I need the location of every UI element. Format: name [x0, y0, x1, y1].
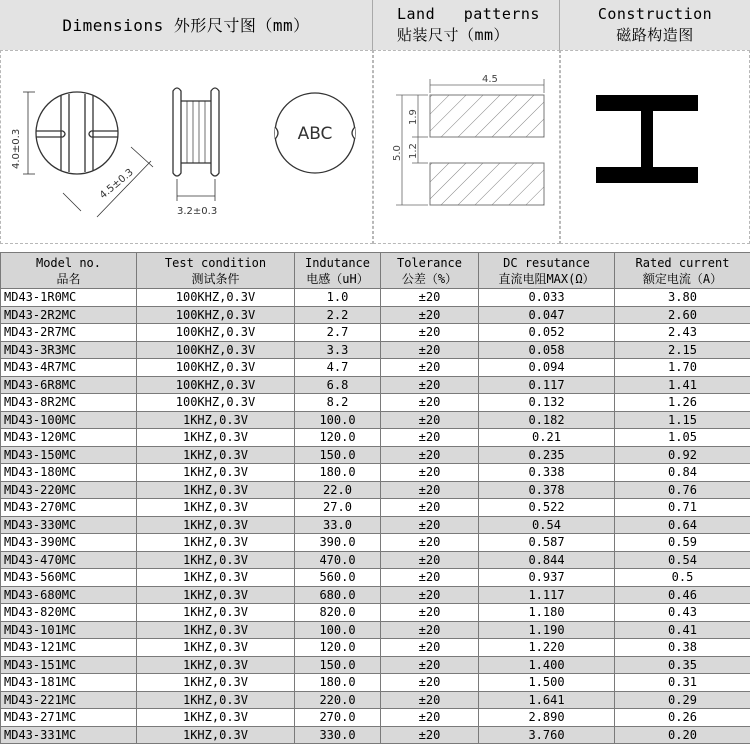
dc-resistance-cell: 1.641 — [479, 691, 615, 709]
inductance-cell: 22.0 — [295, 481, 381, 499]
dc-resistance-cell: 0.54 — [479, 516, 615, 534]
rated-current-cell: 1.15 — [615, 411, 750, 429]
test-condition-cell: 1KHZ,0.3V — [137, 674, 295, 692]
test-condition-cell: 1KHZ,0.3V — [137, 586, 295, 604]
table-row — [1, 446, 750, 464]
model-cell: MD43-220MC — [1, 481, 137, 499]
tolerance-cell: ±20 — [381, 499, 479, 517]
land-pad-top — [430, 95, 544, 137]
model-cell: MD43-100MC — [1, 411, 137, 429]
test-condition-cell: 100KHZ,0.3V — [137, 376, 295, 394]
test-condition-cell: 100KHZ,0.3V — [137, 289, 295, 307]
test-condition-cell: 1KHZ,0.3V — [137, 569, 295, 587]
model-cell: MD43-4R7MC — [1, 359, 137, 377]
test-condition-cell: 100KHZ,0.3V — [137, 341, 295, 359]
inductance-cell: 150.0 — [295, 446, 381, 464]
rated-current-cell: 2.43 — [615, 324, 750, 342]
tolerance-cell: ±20 — [381, 464, 479, 482]
dc-resistance-cell: 1.190 — [479, 621, 615, 639]
tolerance-cell: ±20 — [381, 411, 479, 429]
test-condition-cell: 1KHZ,0.3V — [137, 691, 295, 709]
model-cell: MD43-121MC — [1, 639, 137, 657]
dimensions-panel — [0, 50, 373, 244]
model-cell: MD43-470MC — [1, 551, 137, 569]
tolerance-cell: ±20 — [381, 621, 479, 639]
dc-resistance-cell: 0.117 — [479, 376, 615, 394]
dc-resistance-cell: 0.132 — [479, 394, 615, 412]
dc-resistance-cell: 0.378 — [479, 481, 615, 499]
test-condition-cell: 1KHZ,0.3V — [137, 709, 295, 727]
rated-current-cell: 0.59 — [615, 534, 750, 552]
rated-current-cell: 0.92 — [615, 446, 750, 464]
dc-resistance-cell: 0.094 — [479, 359, 615, 377]
land-pad-bottom — [430, 163, 544, 205]
model-cell: MD43-181MC — [1, 674, 137, 692]
rated-current-cell: 0.46 — [615, 586, 750, 604]
rated-current-cell: 2.60 — [615, 306, 750, 324]
table-body — [1, 289, 750, 744]
test-condition-cell: 1KHZ,0.3V — [137, 604, 295, 622]
model-cell: MD43-390MC — [1, 534, 137, 552]
width-dimension-label: 3.2±0.3 — [177, 206, 218, 217]
rated-current-cell: 0.71 — [615, 499, 750, 517]
rated-current-cell: 0.38 — [615, 639, 750, 657]
rated-current-cell: 3.80 — [615, 289, 750, 307]
construction-title: Construction — [597, 5, 713, 23]
rated-current-cell: 0.31 — [615, 674, 750, 692]
tolerance-cell: ±20 — [381, 551, 479, 569]
table-row — [1, 499, 750, 517]
test-condition-cell: 1KHZ,0.3V — [137, 481, 295, 499]
rated-current-cell: 0.54 — [615, 551, 750, 569]
dimensions-title: Dimensions 外形尺寸图（mm） — [62, 15, 310, 35]
dc-resistance-column-header — [479, 253, 615, 289]
inductance-cell: 220.0 — [295, 691, 381, 709]
tolerance-cell: ±20 — [381, 709, 479, 727]
column-header-cn: 额定电流（A） — [642, 271, 723, 286]
inductance-cell: 180.0 — [295, 674, 381, 692]
test-condition-cell: 1KHZ,0.3V — [137, 726, 295, 744]
inductance-cell: 120.0 — [295, 639, 381, 657]
table-row — [1, 516, 750, 534]
construction-panel — [560, 50, 750, 244]
table-row — [1, 569, 750, 587]
height-dimension-label: 4.0±0.3 — [11, 128, 22, 169]
tolerance-cell: ±20 — [381, 376, 479, 394]
land-pattern-drawing — [374, 51, 559, 243]
inductance-cell: 100.0 — [295, 621, 381, 639]
table-row — [1, 394, 750, 412]
inductance-cell: 33.0 — [295, 516, 381, 534]
rated-current-cell: 2.15 — [615, 341, 750, 359]
tolerance-cell: ±20 — [381, 691, 479, 709]
inductance-cell: 1.0 — [295, 289, 381, 307]
tolerance-cell: ±20 — [381, 639, 479, 657]
rated-current-cell: 0.43 — [615, 604, 750, 622]
rated-current-column-header — [615, 253, 750, 289]
table-row — [1, 674, 750, 692]
table-row — [1, 656, 750, 674]
table-row — [1, 481, 750, 499]
inductance-cell: 560.0 — [295, 569, 381, 587]
dc-resistance-cell: 1.117 — [479, 586, 615, 604]
model-cell: MD43-150MC — [1, 446, 137, 464]
rated-current-cell: 0.76 — [615, 481, 750, 499]
dc-resistance-cell: 0.338 — [479, 464, 615, 482]
column-header-en: DC resutance — [503, 255, 590, 270]
column-header-en: Rated current — [635, 255, 730, 270]
dc-resistance-cell: 0.058 — [479, 341, 615, 359]
column-header-en: Indutance — [304, 255, 371, 270]
dc-resistance-cell: 2.890 — [479, 709, 615, 727]
marking-text: ABC — [297, 124, 333, 144]
model-cell: MD43-3R3MC — [1, 341, 137, 359]
rated-current-cell: 0.20 — [615, 726, 750, 744]
table-row — [1, 551, 750, 569]
test-condition-cell: 1KHZ,0.3V — [137, 534, 295, 552]
inductance-cell: 390.0 — [295, 534, 381, 552]
test-condition-cell: 1KHZ,0.3V — [137, 464, 295, 482]
tolerance-cell: ±20 — [381, 359, 479, 377]
dc-resistance-cell: 1.180 — [479, 604, 615, 622]
table-row — [1, 639, 750, 657]
inductance-cell: 180.0 — [295, 464, 381, 482]
inductance-cell: 8.2 — [295, 394, 381, 412]
table-row — [1, 709, 750, 727]
inductance-cell: 150.0 — [295, 656, 381, 674]
land-pad-label: 1.9 — [408, 109, 419, 125]
land-width-label: 4.5 — [482, 74, 498, 85]
test-condition-cell: 1KHZ,0.3V — [137, 499, 295, 517]
model-cell: MD43-560MC — [1, 569, 137, 587]
diagonal-dimension-label: 4.5±0.3 — [97, 167, 136, 202]
table-row — [1, 726, 750, 744]
model-cell: MD43-330MC — [1, 516, 137, 534]
dc-resistance-cell: 1.500 — [479, 674, 615, 692]
land-patterns-subtitle: 贴装尺寸（mm） — [397, 26, 510, 44]
tolerance-cell: ±20 — [381, 604, 479, 622]
inductance-cell: 100.0 — [295, 411, 381, 429]
tolerance-cell: ±20 — [381, 341, 479, 359]
rated-current-cell: 1.05 — [615, 429, 750, 447]
tolerance-cell: ±20 — [381, 394, 479, 412]
model-cell: MD43-2R2MC — [1, 306, 137, 324]
table-row — [1, 306, 750, 324]
land-patterns-title: Land patterns — [397, 5, 540, 23]
table-row — [1, 341, 750, 359]
inductance-cell: 270.0 — [295, 709, 381, 727]
land-pattern-panel — [373, 50, 560, 244]
tolerance-cell: ±20 — [381, 534, 479, 552]
model-column-header — [1, 253, 137, 289]
rated-current-cell: 0.35 — [615, 656, 750, 674]
dc-resistance-cell: 0.844 — [479, 551, 615, 569]
core-construction-drawing — [561, 51, 749, 243]
column-header-cn: 公差（%） — [401, 271, 458, 286]
column-header-cn: 测试条件 — [191, 271, 240, 286]
rated-current-cell: 0.5 — [615, 569, 750, 587]
test-condition-cell: 100KHZ,0.3V — [137, 359, 295, 377]
inductance-cell: 120.0 — [295, 429, 381, 447]
table-row — [1, 604, 750, 622]
column-header-en: Tolerance — [396, 255, 463, 270]
model-cell: MD43-680MC — [1, 586, 137, 604]
column-header-en: Model no. — [35, 255, 102, 270]
inductance-cell: 27.0 — [295, 499, 381, 517]
tolerance-cell: ±20 — [381, 586, 479, 604]
test-condition-cell: 1KHZ,0.3V — [137, 621, 295, 639]
construction-header — [560, 0, 750, 50]
column-header-en: Test condition — [164, 255, 267, 270]
land-gap-label: 1.2 — [408, 143, 419, 159]
dc-resistance-cell: 0.033 — [479, 289, 615, 307]
rated-current-cell: 0.26 — [615, 709, 750, 727]
table-row — [1, 359, 750, 377]
dc-resistance-cell: 0.235 — [479, 446, 615, 464]
tolerance-cell: ±20 — [381, 569, 479, 587]
test-condition-cell: 1KHZ,0.3V — [137, 429, 295, 447]
model-cell: MD43-820MC — [1, 604, 137, 622]
tolerance-cell: ±20 — [381, 516, 479, 534]
core-shape — [596, 95, 698, 183]
tolerance-column-header — [381, 253, 479, 289]
table-row — [1, 534, 750, 552]
dc-resistance-cell: 0.21 — [479, 429, 615, 447]
column-header-cn: 直流电阻MAX(Ω） — [498, 271, 595, 286]
tolerance-cell: ±20 — [381, 481, 479, 499]
tolerance-cell: ±20 — [381, 446, 479, 464]
table-row — [1, 376, 750, 394]
table-row — [1, 429, 750, 447]
dc-resistance-cell: 1.400 — [479, 656, 615, 674]
test-condition-cell: 1KHZ,0.3V — [137, 411, 295, 429]
inductance-cell: 470.0 — [295, 551, 381, 569]
model-cell: MD43-8R2MC — [1, 394, 137, 412]
model-cell: MD43-101MC — [1, 621, 137, 639]
dimensions-drawing — [1, 51, 372, 243]
test-condition-cell: 100KHZ,0.3V — [137, 306, 295, 324]
test-condition-cell: 1KHZ,0.3V — [137, 516, 295, 534]
column-header-cn: 品名 — [56, 271, 81, 286]
inductance-cell: 330.0 — [295, 726, 381, 744]
table-row — [1, 411, 750, 429]
model-cell: MD43-6R8MC — [1, 376, 137, 394]
model-cell: MD43-180MC — [1, 464, 137, 482]
table-row — [1, 464, 750, 482]
tolerance-cell: ±20 — [381, 324, 479, 342]
column-header-cn: 电感（uH） — [306, 271, 369, 286]
model-cell: MD43-151MC — [1, 656, 137, 674]
rated-current-cell: 0.41 — [615, 621, 750, 639]
model-cell: MD43-271MC — [1, 709, 137, 727]
dc-resistance-cell: 0.047 — [479, 306, 615, 324]
inductance-cell: 2.7 — [295, 324, 381, 342]
test-condition-column-header — [137, 253, 295, 289]
tolerance-cell: ±20 — [381, 289, 479, 307]
tolerance-cell: ±20 — [381, 429, 479, 447]
inductance-cell: 6.8 — [295, 376, 381, 394]
tolerance-cell: ±20 — [381, 726, 479, 744]
model-cell: MD43-120MC — [1, 429, 137, 447]
rated-current-cell: 1.26 — [615, 394, 750, 412]
rated-current-cell: 0.84 — [615, 464, 750, 482]
spec-table — [0, 252, 750, 744]
inductance-column-header — [295, 253, 381, 289]
model-cell: MD43-1R0MC — [1, 289, 137, 307]
inductance-cell: 680.0 — [295, 586, 381, 604]
test-condition-cell: 100KHZ,0.3V — [137, 394, 295, 412]
dc-resistance-cell: 0.052 — [479, 324, 615, 342]
model-cell: MD43-221MC — [1, 691, 137, 709]
land-patterns-header — [373, 0, 560, 50]
model-cell: MD43-270MC — [1, 499, 137, 517]
tolerance-cell: ±20 — [381, 656, 479, 674]
tolerance-cell: ±20 — [381, 306, 479, 324]
table-row — [1, 324, 750, 342]
test-condition-cell: 1KHZ,0.3V — [137, 639, 295, 657]
dc-resistance-cell: 1.220 — [479, 639, 615, 657]
table-row — [1, 586, 750, 604]
table-row — [1, 621, 750, 639]
side-view-drawing — [173, 88, 219, 201]
model-cell: MD43-331MC — [1, 726, 137, 744]
drawing-section — [0, 0, 750, 244]
inductance-cell: 4.7 — [295, 359, 381, 377]
test-condition-cell: 1KHZ,0.3V — [137, 656, 295, 674]
dc-resistance-cell: 0.937 — [479, 569, 615, 587]
test-condition-cell: 1KHZ,0.3V — [137, 551, 295, 569]
table-header-row — [1, 253, 750, 289]
dimensions-header — [0, 0, 373, 50]
dc-resistance-cell: 0.522 — [479, 499, 615, 517]
inductance-cell: 2.2 — [295, 306, 381, 324]
dc-resistance-cell: 0.587 — [479, 534, 615, 552]
dc-resistance-cell: 0.182 — [479, 411, 615, 429]
inductance-cell: 820.0 — [295, 604, 381, 622]
rated-current-cell: 1.70 — [615, 359, 750, 377]
rated-current-cell: 0.29 — [615, 691, 750, 709]
test-condition-cell: 1KHZ,0.3V — [137, 446, 295, 464]
rated-current-cell: 1.41 — [615, 376, 750, 394]
tolerance-cell: ±20 — [381, 674, 479, 692]
table-row — [1, 691, 750, 709]
inductance-cell: 3.3 — [295, 341, 381, 359]
land-total-label: 5.0 — [392, 145, 403, 161]
dc-resistance-cell: 3.760 — [479, 726, 615, 744]
top-view-drawing — [23, 92, 153, 217]
table-row — [1, 289, 750, 307]
construction-subtitle: 磁路构造图 — [616, 26, 694, 44]
rated-current-cell: 0.64 — [615, 516, 750, 534]
test-condition-cell: 100KHZ,0.3V — [137, 324, 295, 342]
model-cell: MD43-2R7MC — [1, 324, 137, 342]
